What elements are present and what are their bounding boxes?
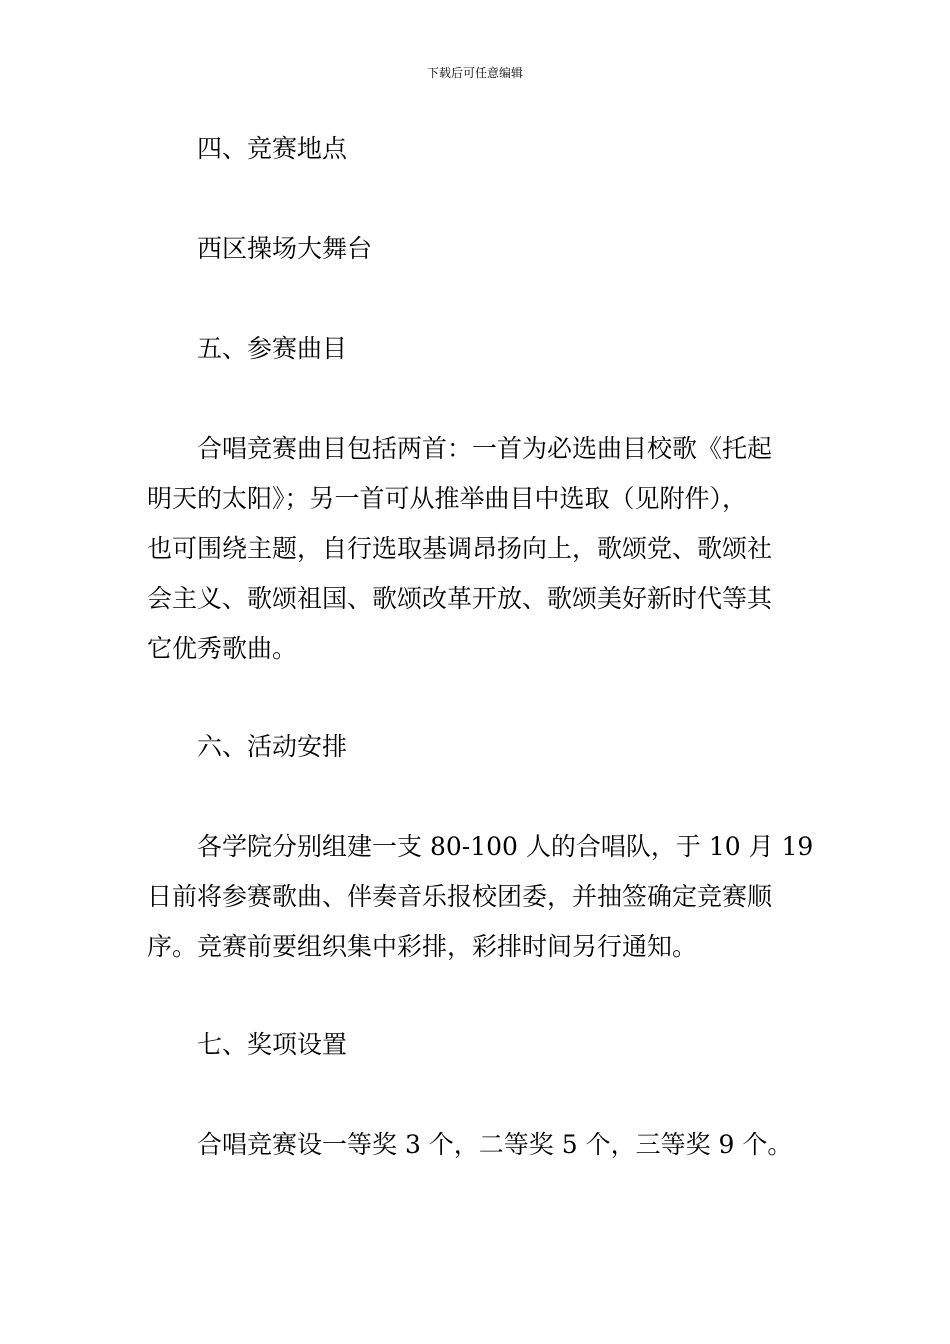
section-heading-repertoire: 五、参赛曲目 <box>197 334 348 363</box>
repertoire-line-3: 也可围绕主题，自行选取基调昂扬向上，歌颂党、歌颂社 <box>147 534 773 563</box>
section-heading-awards: 七、奖项设置 <box>197 1030 348 1059</box>
schedule-line-1: 各学院分别组建一支 80-100 人的合唱队，于 10 月 19 <box>197 832 814 861</box>
section-heading-schedule: 六、活动安排 <box>197 732 348 761</box>
repertoire-line-2: 明天的太阳》；另一首可从推举曲目中选取（见附件）， <box>147 484 748 513</box>
repertoire-line-1: 合唱竞赛曲目包括两首：一首为必选曲目校歌《托起 <box>197 434 773 463</box>
repertoire-line-5: 它优秀歌曲。 <box>147 634 298 663</box>
awards-text: 合唱竞赛设一等奖 3 个，二等奖 5 个，三等奖 9 个。 <box>197 1130 793 1159</box>
repertoire-line-4: 会主义、歌颂祖国、歌颂改革开放、歌颂美好新时代等其 <box>147 584 773 613</box>
header-note: 下载后可任意编辑 <box>426 66 523 80</box>
section-heading-venue: 四、竞赛地点 <box>197 134 348 163</box>
schedule-line-3: 序。竞赛前要组织集中彩排，彩排时间另行通知。 <box>147 932 698 961</box>
venue-text: 西区操场大舞台 <box>197 234 373 263</box>
schedule-line-2: 日前将参赛歌曲、伴奏音乐报校团委，并抽签确定竞赛顺 <box>147 882 773 911</box>
